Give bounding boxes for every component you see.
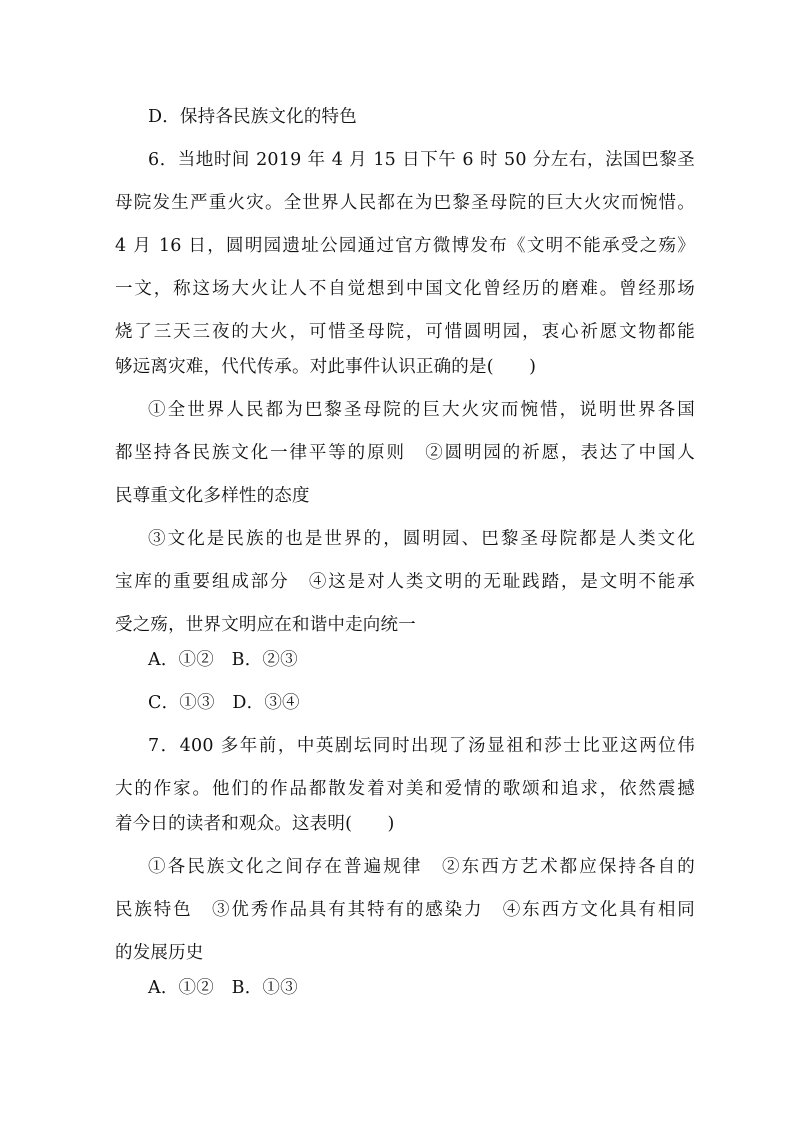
q6-options-cd: C．①③ D．③④ — [148, 693, 300, 713]
q6-statement-line-6: 受之殇，世界文明应在和谐中走向统一 — [115, 615, 416, 635]
q7-stem-line-1: 7．400 多年前，中英剧坛同时出现了汤显祖和莎士比亚这两位伟 — [148, 736, 695, 756]
q7-statement-line-2: 民族特色 ③优秀作品具有其特有的感染力 ④东西方文化具有相同 — [115, 900, 695, 920]
q6-statement-line-4: ③文化是民族的也是世界的，圆明园、巴黎圣母院都是人类文化 — [148, 529, 695, 549]
q6-options-ab: A．①② B．②③ — [148, 650, 298, 670]
q6-statement-line-1: ①全世界人民都为巴黎圣母院的巨大火灾而惋惜，说明世界各国 — [148, 400, 695, 420]
q6-stem-line-4: 一文，称这场大火让人不自觉想到中国文化曾经历的磨难。曾经那场 — [115, 279, 695, 299]
q7-options-ab: A．①② B．①③ — [148, 978, 298, 998]
q7-stem-line-2: 大的作家。他们的作品都散发着对美和爱情的歌颂和追求，依然震撼 — [115, 779, 695, 799]
q7-stem-line-3: 着今日的读者和观众。这表明( ) — [115, 814, 395, 834]
q6-statement-line-2: 都坚持各民族文化一律平等的原则 ②圆明园的祈愿，表达了中国人 — [115, 443, 695, 463]
q7-statement-line-3: 的发展历史 — [115, 943, 204, 963]
q5-option-d: D．保持各民族文化的特色 — [148, 107, 357, 127]
q7-statement-line-1: ①各民族文化之间存在普遍规律 ②东西方艺术都应保持各自的 — [148, 857, 695, 877]
q6-statement-line-3: 民尊重文化多样性的态度 — [115, 486, 310, 506]
q6-stem-line-5: 烧了三天三夜的大火，可惜圣母院，可惜圆明园，衷心祈愿文物都能 — [115, 322, 695, 342]
q6-statement-line-5: 宝库的重要组成部分 ④这是对人类文明的无耻践踏，是文明不能承 — [115, 572, 695, 592]
q6-stem-line-2: 母院发生严重火灾。全世界人民都在为巴黎圣母院的巨大火灾而惋惜。 — [115, 193, 695, 213]
q6-stem-line-1: 6．当地时间 2019 年 4 月 15 日下午 6 时 50 分左右，法国巴黎圣 — [148, 150, 695, 170]
q6-stem-line-3: 4 月 16 日，圆明园遗址公园通过官方微博发布《文明不能承受之殇》 — [115, 236, 695, 256]
q6-stem-line-6: 够远离灾难，代代传承。对此事件认识正确的是( ) — [115, 357, 537, 377]
